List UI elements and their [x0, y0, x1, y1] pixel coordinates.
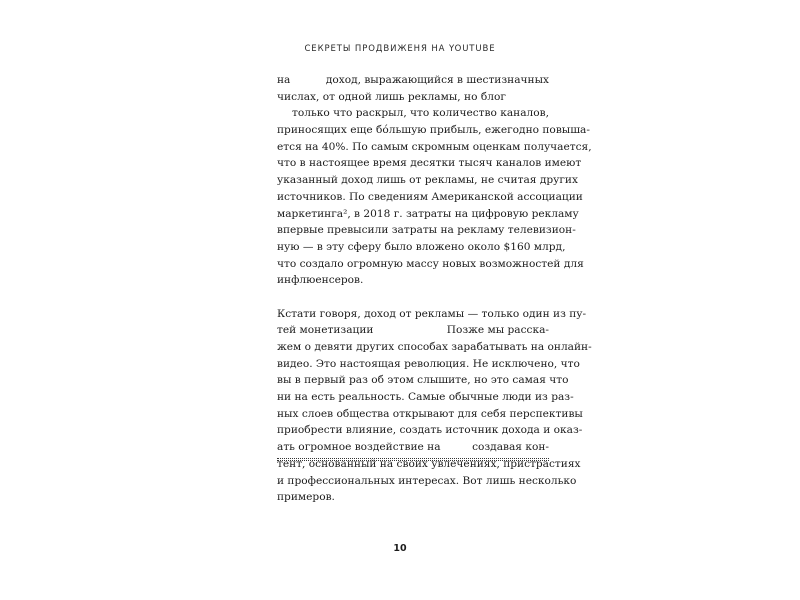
text-fragment: что создало огромную массу новых возможностей для	[277, 257, 584, 270]
text-line	[277, 306, 587, 323]
text-fragment: тент, основанный на своих увлечениях, пристрастиях	[277, 457, 581, 470]
text-fragment: Кстати говоря, доход от рекламы — только один из пу-	[277, 307, 587, 320]
text-line	[277, 122, 590, 139]
running-head: СЕКРЕТЫ ПРОДВИЖЕНЯ НА YOUTUBE	[304, 44, 496, 54]
text-line	[277, 406, 583, 423]
text-line	[277, 389, 574, 406]
text-line	[277, 206, 579, 223]
text-line	[277, 356, 580, 373]
text-fragment: ных слоев общества открывают для себя перспективы	[277, 407, 583, 420]
text-fragment: ни на есть реальность. Самые обычные люди из раз-	[277, 391, 574, 404]
text-line	[277, 189, 583, 206]
text-line	[277, 239, 566, 256]
text-line	[277, 72, 549, 89]
page-number: 10	[393, 543, 407, 554]
text-fragment: что в настоящее время десятки тысяч каналов имеют	[277, 157, 582, 170]
text-line	[277, 105, 549, 122]
text-line	[277, 339, 592, 356]
text-line	[277, 155, 582, 172]
text-fragment: приносящих еще бóльшую прибыль, ежегодно повыша-	[277, 124, 590, 137]
text-fragment: ную — в эту сферу было вложено около $160 млрд,	[277, 240, 566, 253]
text-fragment: доход, выражающийся в шестизначных	[325, 74, 549, 86]
text-line	[277, 256, 584, 273]
text-fragment: впервые превысили затраты на рекламу телевизион-	[277, 224, 576, 237]
text-fragment: и профессиональных интересах. Вот лишь несколько	[277, 474, 577, 487]
text-line	[277, 473, 577, 490]
text-fragment: маркетинга², в 2018 г. затраты на цифровую рекламу	[277, 207, 579, 220]
text-line	[277, 139, 592, 156]
text-fragment: тей монетизации	[277, 324, 374, 337]
text-line	[277, 489, 549, 506]
text-fragment: ется на 40%. По самым скромным оценкам получается,	[277, 140, 592, 153]
text-line	[277, 439, 549, 456]
text-line	[277, 372, 569, 389]
text-line	[277, 172, 578, 189]
text-fragment: создавая кон-	[472, 441, 549, 454]
text-fragment: инфлюенсеров.	[277, 274, 364, 287]
text-line	[277, 222, 576, 239]
text-line	[277, 272, 549, 289]
body-text	[277, 72, 592, 506]
text-fragment: на	[277, 74, 291, 86]
text-line	[277, 89, 549, 106]
section-divider	[277, 458, 549, 461]
text-fragment: источников. По сведениям Американской ассоциации	[277, 190, 583, 203]
text-fragment: жем о девяти других способах зарабатывать на онлайн-	[277, 341, 592, 353]
text-fragment: примеров.	[277, 491, 335, 504]
text-fragment: только что раскрыл, что количество каналов,	[292, 107, 549, 120]
text-fragment: числах, от одной лишь рекламы, но блог	[277, 90, 506, 103]
text-fragment: указанный доход лишь от рекламы, не считая других	[277, 174, 578, 187]
text-fragment: видео. Это настоящая революция. Не исключено, что	[277, 357, 580, 370]
text-line	[277, 322, 549, 339]
text-line	[277, 422, 583, 439]
text-fragment: вы в первый раз об этом слышите, но это самая что	[277, 374, 569, 387]
text-fragment: ать огромное воздействие на	[277, 441, 441, 454]
text-fragment: приобрести влияние, создать источник дохода и оказ-	[277, 424, 583, 437]
text-fragment: Позже мы расска-	[446, 324, 549, 337]
